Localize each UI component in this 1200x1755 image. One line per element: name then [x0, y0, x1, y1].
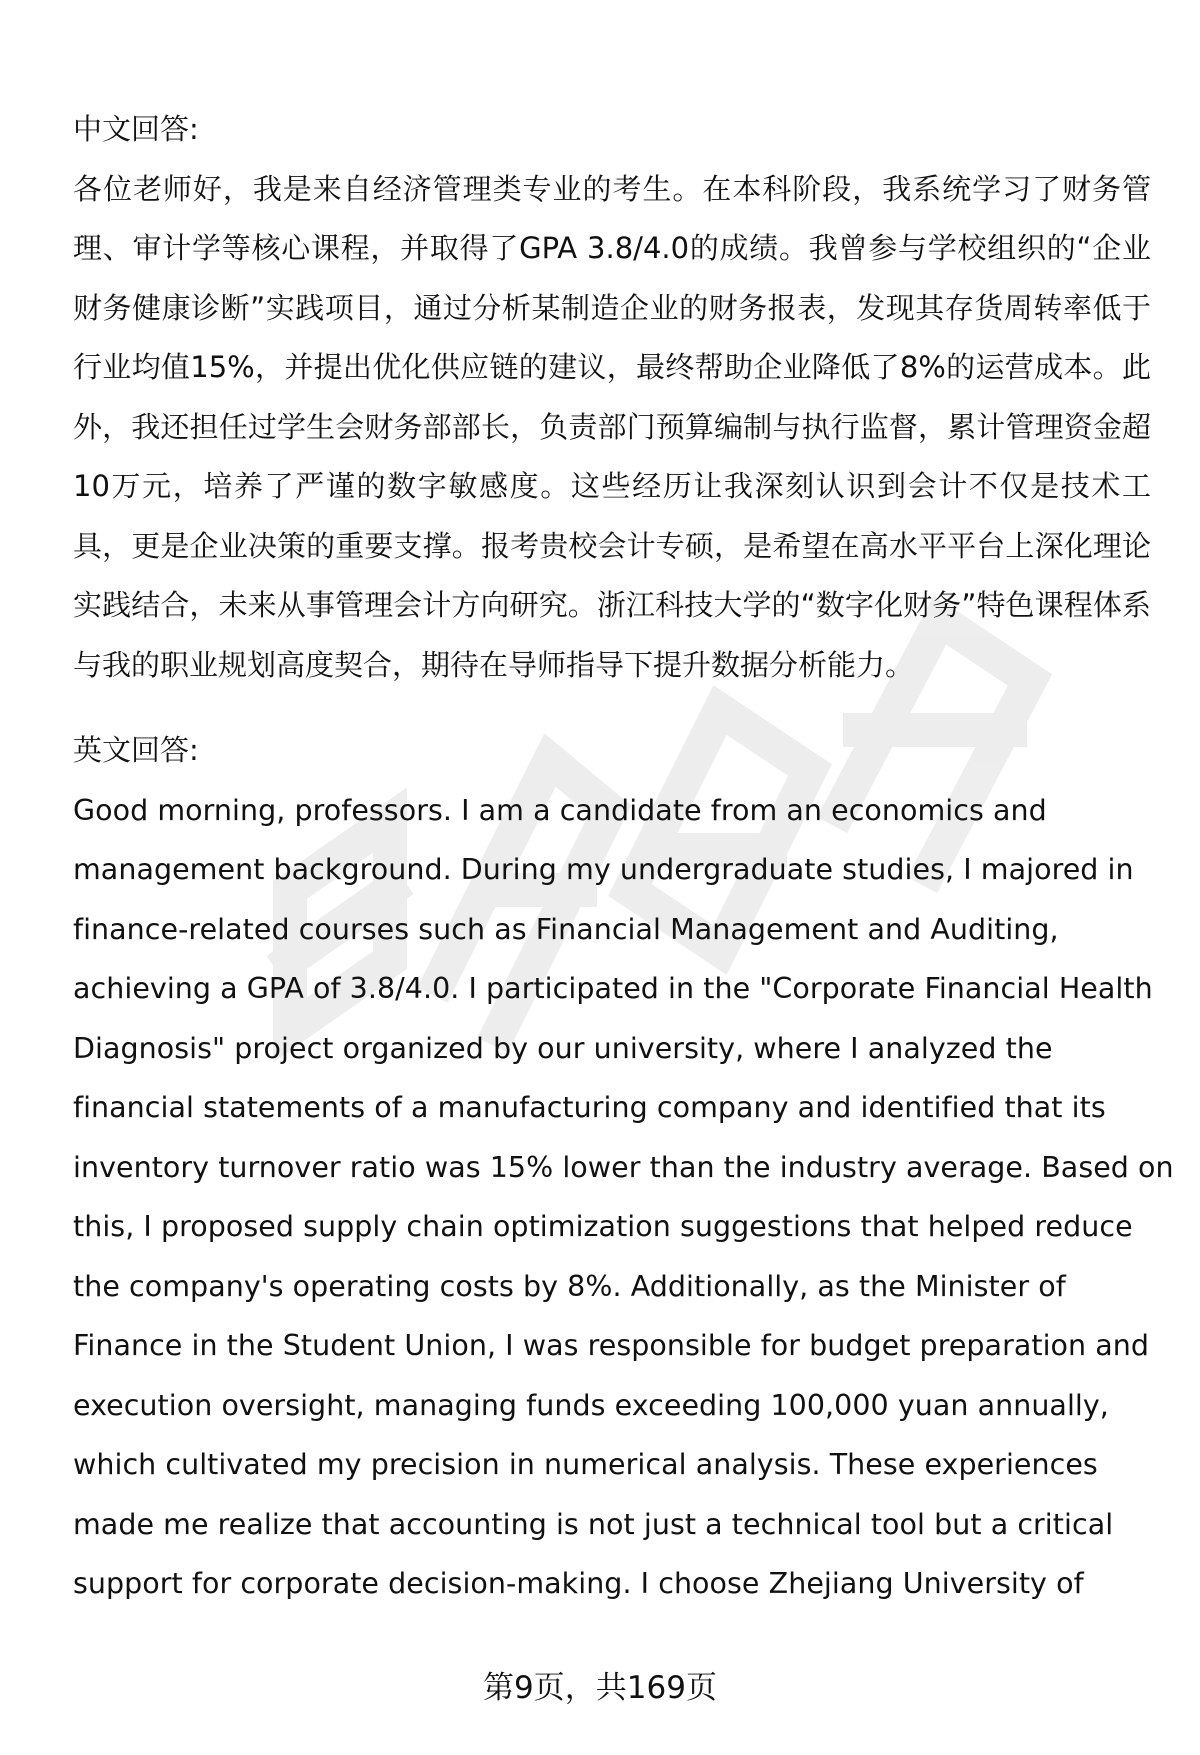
english-answer-text — [73, 781, 1174, 1614]
english-line: financial statements of a manufacturing company and identified that its — [73, 1091, 1106, 1124]
english-line: made me realize that accounting is not just a technical tool but a critical — [73, 1507, 1114, 1541]
section-spacer — [73, 695, 1151, 721]
english-line: finance-related courses such as Financial Management and Auditing, — [73, 912, 1059, 946]
english-line: inventory turnover ratio was 15% lower than the industry average. Based on — [73, 1150, 1174, 1184]
english-line: Good morning, professors. I am a candidate from an economics and — [73, 793, 1047, 827]
english-line: Finance in the Student Union, I was responsible for budget preparation and — [73, 1329, 1150, 1362]
english-line: execution oversight, managing funds exceeding 100,000 yuan annually, — [73, 1388, 1109, 1422]
english-line: which cultivated my precision in numerical analysis. These experiences — [73, 1448, 1098, 1481]
english-answer-label: 英文回答: — [73, 733, 199, 767]
english-line: achieving a GPA of 3.8/4.0. I participated in the "Corporate Financial Health — [73, 972, 1153, 1005]
page-number-footer: 第9页，共169页 — [0, 1668, 1200, 1708]
english-line: management background. During my undergraduate studies, I majored in — [73, 853, 1134, 886]
document-content — [73, 100, 1174, 1614]
english-line: the company's operating costs by 8%. Additionally, as the Minister of — [73, 1269, 1066, 1303]
english-line: Diagnosis" project organized by our university, where I analyzed the — [73, 1031, 1053, 1065]
english-line: this, I proposed supply chain optimization suggestions that helped reduce — [73, 1210, 1133, 1243]
chinese-answer-label: 中文回答: — [73, 112, 199, 146]
chinese-answer-text: 各位老师好，我是来自经济管理类专业的考生。在本科阶段，我系统学习了财务管理、审计学等核心课程，并取得了GPA 3.8/4.0的成绩。我曾参与学校组织的“企业财务健康诊断”实践项目，通过分析某制造企业的财务报表，发现其存货周转率低于行业均值15%，并提出优化供应链的建议，最终帮助企业降低了8%的运营成本。此外，我还担任过学生会财务部部长，负责部门预算编制与执行监督，累计管理资金超10万元，培养了严谨的数字敏感度。这些经历让我深刻认识到会计不仅是技术工具，更是企业决策的重要支撑。报考贵校会计专硕，是希望在高水平平台上深化理论实践结合，未来从事管理会计方向研究。浙江科技大学的“数字化财务”特色课程体系与我的职业规划高度契合，期待在导师指导下提升数据分析能力。 — [73, 171, 1151, 682]
english-line: support for corporate decision-making. I choose Zhejiang University of — [73, 1567, 1084, 1600]
